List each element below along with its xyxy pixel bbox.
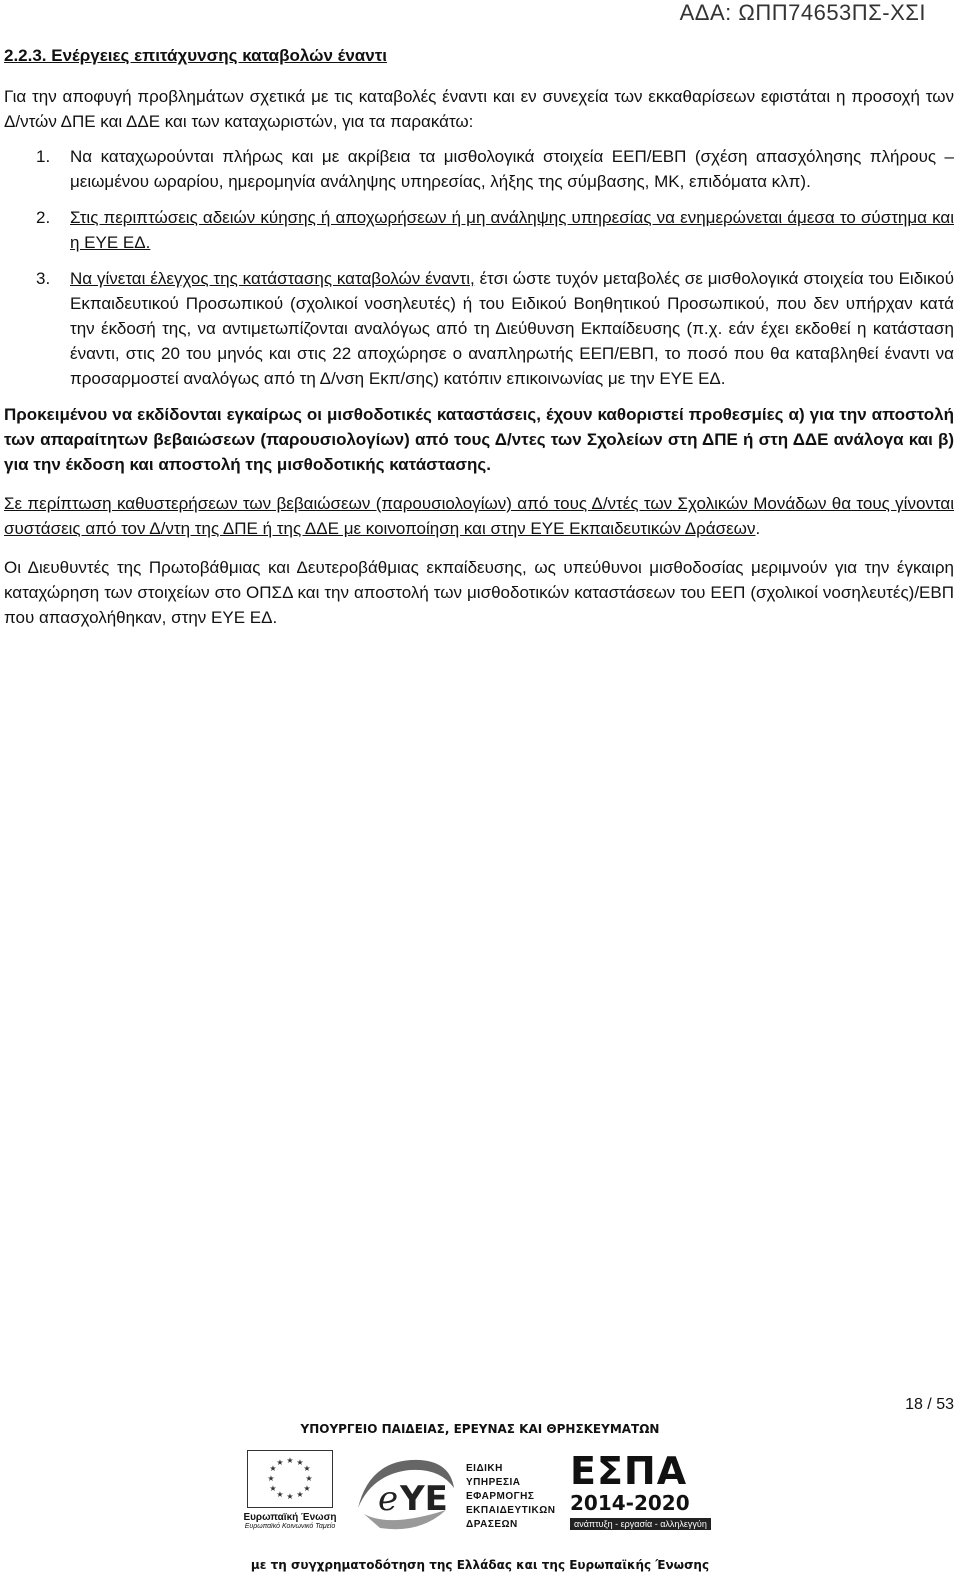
list-item — [4, 205, 954, 255]
svg-text:★: ★ — [303, 1484, 311, 1493]
delay-paragraph — [4, 491, 954, 541]
list-item-underlined-text: Να γίνεται έλεγχος της κατάστασης καταβολών έναντι, — [70, 269, 475, 288]
list-item-number: 1. — [36, 147, 51, 166]
svg-text:★: ★ — [286, 1456, 294, 1465]
list-item-number: 3. — [36, 269, 51, 288]
eu-logo — [242, 1450, 338, 1542]
footer-logos — [230, 1442, 730, 1546]
eu-flag-icon — [247, 1450, 333, 1508]
delay-paragraph-text: Σε περίπτωση καθυστερήσεων των βεβαιώσεων (παρουσιολογίων) από τους Δ/ντές των Σχολικών Μονάδων θα τους γίνονται συστάσεις από τον Δ/ντη της ΔΠΕ ή της ΔΔΕ με κοινοποίηση και στην ΕΥΕ Εκπαιδευτικών Δράσεων — [4, 494, 954, 538]
eu-subtitle: Ευρωπαϊκό Κοινωνικό Ταμείο — [244, 1523, 336, 1530]
delay-paragraph-end: . — [755, 519, 761, 538]
espa-title: ΕΣΠΑ — [570, 1449, 688, 1493]
svg-text:★: ★ — [269, 1464, 277, 1473]
svg-text:★: ★ — [276, 1458, 284, 1467]
list-item-number: 2. — [36, 208, 51, 227]
espa-logo — [570, 1450, 720, 1540]
list-item-text: έτσι ώστε τυχόν μεταβολές σε μισθολογικά στοιχεία του Ειδικού Εκπαιδευτικού Προσωπικού (σχολικοί νοσηλευτές) ή του Ειδικού Βοηθητικού Προσωπικού, που δεν υπήρχαν κατά την έκδοσή της, να αντιμετωπίζονται αναλόγως από τη Διεύθυνση Εκπαίδευσης (π.χ. εάν έχει εκδοθεί η κατάσταση έναντι, στις 20 του μηνός και στις 22 αποχώρησε ο αναπληρωτής ΕΕΠ/ΕΒΠ, το ποσό που θα καταβληθεί έναντι να προσαρμοστεί αναλόγως από τη Δ/νση Εκπ/σης) κατόπιν επικοινωνίας με την ΕΥΕ ΕΔ. — [70, 269, 954, 388]
cofunding-note: με τη συγχρηματοδότηση της Ελλάδας και της Ευρωπαϊκής Ένωσης — [250, 1558, 710, 1572]
svg-text:★: ★ — [276, 1490, 284, 1499]
eu-label: Ευρωπαϊκή Ένωση — [243, 1512, 337, 1523]
espa-motto: ανάπτυξη - εργασία - αλληλεγγύη — [570, 1518, 711, 1530]
eye-logo-icon — [350, 1448, 460, 1538]
page-number: 18 / 53 — [905, 1396, 954, 1413]
list-item-text: Στις περιπτώσεις αδειών κύησης ή αποχωρήσεων ή μη ανάληψης υπηρεσίας να ενημερώνεται άμεσα το σύστημα και η ΕΥΕ ΕΔ. — [70, 208, 954, 252]
eu-stars-icon — [248, 1451, 332, 1507]
list-item-text: Να καταχωρούνται πλήρως και με ακρίβεια τα μισθολογικά στοιχεία ΕΕΠ/ΕΒΠ (σχέση απασχόλησης πλήρους – μειωμένου ωραρίου, ημερομηνία ανάληψης υπηρεσίας, λήξης της σύμβασης, ΜΚ, επιδόματα κλπ). — [70, 147, 954, 191]
svg-text:★: ★ — [269, 1484, 277, 1493]
list-item — [4, 266, 954, 391]
ministry-name: ΥΠΟΥΡΓΕΙΟ ΠΑΙΔΕΙΑΣ, ΕΡΕΥΝΑΣ ΚΑΙ ΘΡΗΣΚΕΥΜΑΤΩΝ — [300, 1422, 660, 1436]
list-item — [4, 144, 954, 194]
footer — [230, 1418, 730, 1577]
deadlines-paragraph: Προκειμένου να εκδίδονται εγκαίρως οι μισθοδοτικές καταστάσεις, έχουν καθοριστεί προθεσμίες α) για την αποστολή των απαραίτητων βεβαιώσεων (παρουσιολογίων) από τους Δ/ντες των Σχολείων στη ΔΠΕ ή στη ΔΔΕ ανάλογα και β) για την έκδοση και αποστολή της μισθοδοτικής κατάστασης. — [4, 405, 954, 474]
svg-text:★: ★ — [296, 1458, 304, 1467]
action-list — [4, 144, 954, 391]
document-body — [4, 84, 954, 644]
eye-agency-name: ΕΙΔΙΚΗ ΥΠΗΡΕΣΙΑ ΕΦΑΡΜΟΓΗΣ ΕΚΠΑΙΔΕΥΤΙΚΩΝ ΔΡΑΣΕΩΝ — [466, 1463, 556, 1530]
svg-text:★: ★ — [286, 1492, 294, 1501]
svg-text:★: ★ — [305, 1474, 313, 1483]
espa-years: 2014-2020 — [570, 1491, 690, 1515]
svg-text:ΥΕ: ΥΕ — [400, 1479, 448, 1519]
svg-text:e: e — [378, 1479, 399, 1519]
svg-text:★: ★ — [303, 1464, 311, 1473]
section-title: 2.2.3. Ενέργειες επιτάχυνσης καταβολών έναντι — [4, 46, 388, 65]
svg-text:★: ★ — [296, 1490, 304, 1499]
svg-text:★: ★ — [267, 1474, 275, 1483]
intro-paragraph: Για την αποφυγή προβλημάτων σχετικά με τις καταβολές έναντι και εν συνεχεία των εκκαθαρίσεων εφιστάται η προσοχή των Δ/ντών ΔΠΕ και ΔΔΕ και των καταχωριστών, για τα παρακάτω: — [4, 87, 954, 131]
directors-paragraph: Οι Διευθυντές της Πρωτοβάθμιας και Δευτεροβάθμιας εκπαίδευσης, ως υπεύθυνοι μισθοδοσίας μεριμνούν για την έγκαιρη καταχώρηση των στοιχείων στο ΟΠΣΔ και την αποστολή των μισθοδοτικών καταστάσεων του ΕΕΠ (σχολικοί νοσηλευτές)/ΕΒΠ που απασχολήθηκαν, στην ΕΥΕ ΕΔ. — [4, 558, 954, 627]
ada-code: ΑΔΑ: ΩΠΠ74653ΠΣ-ΧΣΙ — [679, 0, 926, 25]
